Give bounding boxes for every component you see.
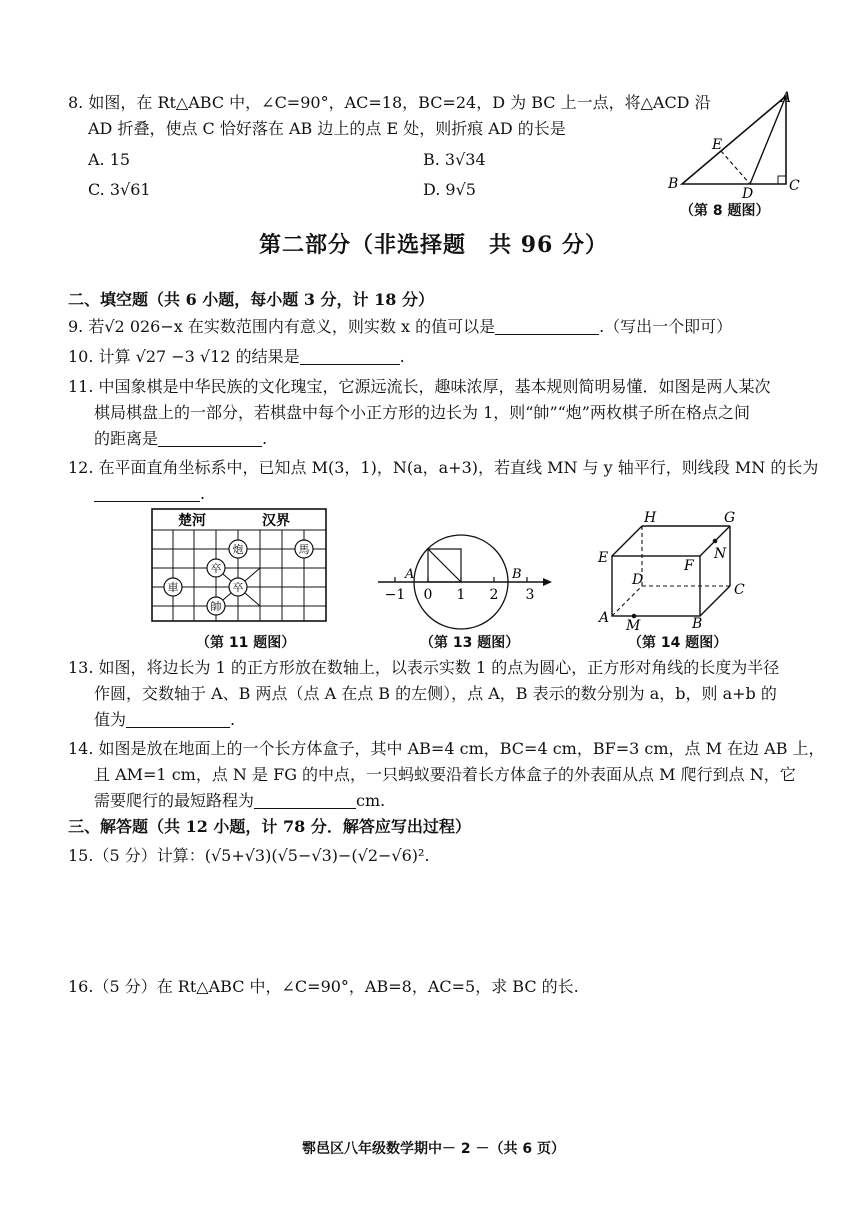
label-c: C [734,582,745,598]
q11-line3 [94,426,267,452]
piece-zu-2-label: 卒 [232,581,244,594]
q13-text: 值为 [94,710,127,729]
right-angle-mark [778,176,786,184]
fig14-caption: （第 14 题图） [628,635,728,651]
segment-ed [721,151,750,184]
answer-section-header: 三、解答题（共 12 小题，计 78 分．解答应写出过程） [68,817,471,836]
q13-line3 [94,707,235,733]
part2-title: 第二部分（非选择题 共 96 分） [259,232,608,258]
q11-text: 的距离是 [94,429,159,448]
label-b: B [668,176,679,192]
piece-ju-label: 車 [167,581,179,594]
label-m: M [626,618,641,630]
q9 [68,314,732,340]
piece-pao-label: 炮 [232,543,244,556]
label-h: H [644,510,657,526]
river-left-label: 楚河 [178,513,206,529]
q14-answer-blank[interactable] [254,790,356,809]
q14-line1: 14. 如图是放在地面上的一个长方体盒子，其中 AB=4 cm，BC=4 cm，BF=3 cm，点 M 在边 AB 上， [68,739,825,758]
q14-line2: 且 AM=1 cm，点 N 是 FG 的中点，一只蚂蚁要沿着长方体盒子的外表面从点 M 爬行到点 N，它 [94,765,796,784]
page-footer: 鄠邑区八年级数学期中－ 2 －（共 6 页） [302,1141,565,1157]
edge-bc [700,586,730,616]
q11-line2: 棋局棋盘上的一部分，若棋盘中每个小正方形的边长为 1，则“帥”“炮”两枚棋子所在格点之间 [94,403,750,422]
q11-answer-blank[interactable] [158,428,262,447]
q14-text: 需要爬行的最短路程为 [94,791,255,810]
q8-option-b: B. 3√34 [423,150,486,169]
hidden-edge-ad [612,586,642,616]
q13-answer-blank[interactable] [126,709,230,728]
q12-line1: 12. 在平面直角坐标系中，已知点 M(3，1)，N(a，a+3)，若直线 MN 与 y 轴平行，则线段 MN 的长为 [68,458,819,477]
edge-eh [612,526,642,556]
fig14-cuboid [596,506,756,630]
q8-option-a: A. 15 [88,150,131,169]
label-a: A [599,610,610,626]
label-b: B [692,616,703,630]
piece-zu-1-label: 卒 [210,562,222,575]
fill-section-header: 二、填空题（共 6 小题，每小题 3 分，计 18 分） [68,290,434,309]
label-n: N [714,546,727,562]
q10-tail: . [399,347,405,366]
piece-ma-label: 馬 [298,543,310,556]
q10 [68,344,405,370]
q13-tail: . [230,710,236,729]
tick-label-0: 0 [423,587,433,603]
label-e: E [712,137,723,153]
q13-line1: 13. 如图，将边长为 1 的正方形放在数轴上，以表示实数 1 的点为圆心，正方形对角线的长度为半径 [68,658,780,677]
q15: 15.（5 分）计算：(√5+√3)(√5−√3)−(√2−√6)². [68,846,430,865]
q10-answer-blank[interactable] [300,346,400,365]
tick-label-2: 2 [489,587,499,603]
label-b: B [512,567,522,582]
label-d: D [632,572,644,588]
q8-line1: 8. 如图，在 Rt△ABC 中，∠C=90°，AC=18，BC=24，D 为 BC 上一点，将△ACD 沿 [68,93,711,112]
tick-label-3: 3 [525,587,535,603]
label-g: G [724,510,736,526]
fig11-chess-board [148,506,332,630]
fig13-caption: （第 13 题图） [420,635,520,651]
q14-line3 [94,788,385,814]
square-diagonal [428,549,461,582]
q9-text: 9. 若√2 026−x 在实数范围内有意义，则实数 x 的值可以是 [68,317,496,336]
fig8-caption: （第 8 题图） [680,203,770,219]
q11-tail: . [262,429,268,448]
q8-line2: AD 折叠，使点 C 恰好落在 AB 边上的点 E 处，则折痕 AD 的长是 [88,119,566,138]
q8-option-c: C. 3√61 [88,180,151,199]
label-a: A [781,90,792,106]
fig11-caption: （第 11 题图） [196,635,296,651]
label-f: F [684,558,694,574]
axis-arrow [543,578,552,586]
triangle-abc [682,96,786,184]
label-a: A [405,567,415,582]
label-e: E [598,550,609,566]
label-c: C [789,178,800,194]
tick-label-minus1: −1 [384,587,406,603]
q12-line2 [94,481,205,507]
tick-label-1: 1 [456,587,466,603]
q12-answer-blank[interactable] [94,483,200,502]
q11-line1: 11. 中国象棋是中华民族的文化瑰宝，它源远流长，趣味浓厚，基本规则简明易懂．如图是两人某次 [68,377,771,396]
q14-unit: cm. [356,791,386,810]
q10-text: 10. 计算 √27 −3 √12 的结果是 [68,347,300,366]
q9-tail: .（写出一个即可） [599,317,733,336]
q13-line2: 作圆，交数轴于 A、B 两点（点 A 在点 B 的左侧），点 A，B 表示的数分别为 a，b，则 a+b 的 [94,684,777,703]
q16: 16.（5 分）在 Rt△ABC 中，∠C=90°，AB=8，AC=5，求 BC 的长. [68,977,579,996]
q8-figure [660,88,810,218]
river-right-label: 汉界 [262,513,290,529]
piece-shuai-label: 帥 [210,600,222,613]
q8-option-d: D. 9√5 [423,180,476,199]
q12-tail: . [200,484,206,503]
crease-ad [750,96,786,184]
fig13-number-line [372,506,562,630]
q9-answer-blank[interactable] [495,316,599,335]
point-n [713,539,718,544]
label-d: D [742,186,754,202]
